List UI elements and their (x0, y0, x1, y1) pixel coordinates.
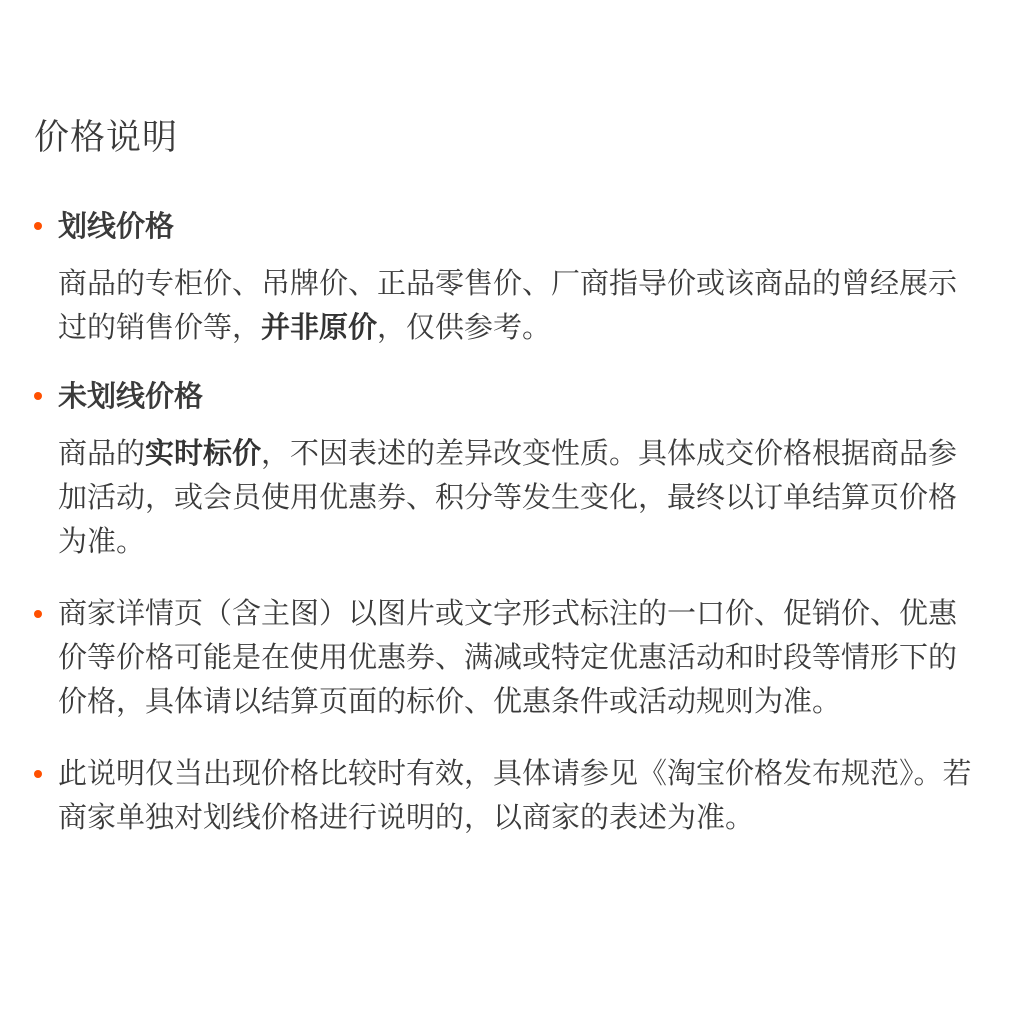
body-text-part-2: ，仅供参考。 (377, 310, 552, 344)
bullet-dot (34, 222, 42, 230)
body-text-part-2: ，不因表述的差异改变性质。具体成交价格根据商品参加活动，或会员使用优惠券、积分等发生变化，最终以订单结算页价格为准。 (58, 436, 958, 558)
section-non-strikethrough-price (34, 371, 990, 563)
section-comparison-note (34, 751, 990, 839)
body-bold-text: 实时标价 (145, 436, 262, 470)
body-bold-text: 并非原价 (261, 310, 378, 344)
section-heading: 划线价格 (58, 209, 175, 243)
section-body: 商家详情页（含主图）以图片或文字形式标注的一口价、促销价、优惠价等价格可能是在使用优惠券、满减或特定优惠活动和时段等情形下的价格，具体请以结算页面的标价、优惠条件或活动规则为准。 (58, 596, 958, 718)
section-body: 此说明仅当出现价格比较时有效，具体请参见《淘宝价格发布规范》。若商家单独对划线价格进行说明的，以商家的表述为准。 (58, 756, 972, 834)
bullet-dot (34, 610, 42, 618)
section-body (58, 261, 978, 349)
bullet-dot (34, 770, 42, 778)
section-heading: 未划线价格 (58, 379, 204, 413)
body-text-part-1: 商品的 (58, 436, 146, 470)
section-body (58, 431, 978, 563)
body-text-part-1: 商品的专柜价、吊牌价、正品零售价、厂商指导价或该商品的曾经展示过的销售价等， (58, 266, 958, 344)
section-merchant-detail-note (34, 591, 990, 723)
section-strikethrough-price (34, 201, 990, 349)
page-title: 价格说明 (34, 118, 179, 158)
bullet-dot (34, 392, 42, 400)
